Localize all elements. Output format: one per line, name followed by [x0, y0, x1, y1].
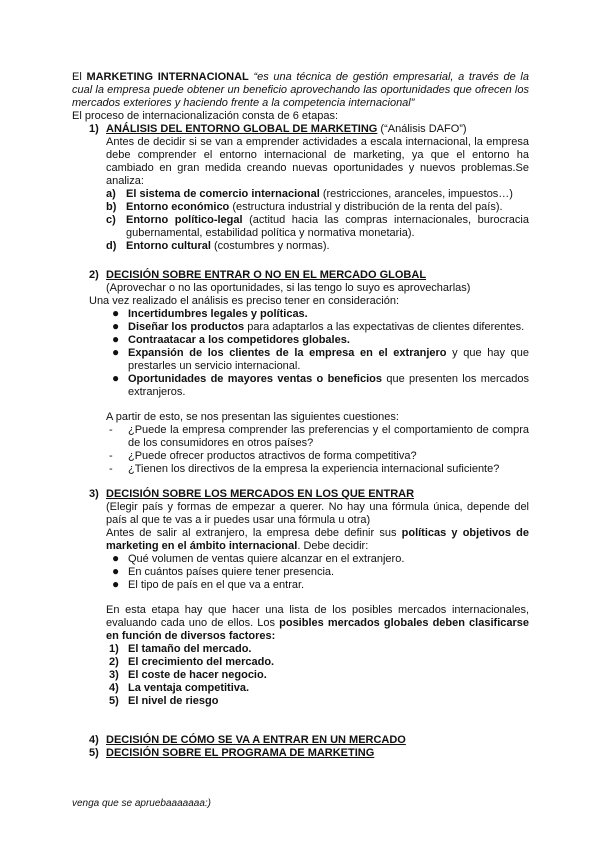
- factor-text: La ventaja competitiva.: [128, 682, 250, 694]
- bullet-icon: ●: [112, 319, 120, 333]
- list-marker: 1): [109, 643, 119, 655]
- section-3-title: DECISIÓN SOBRE LOS MERCADOS EN LOS QUE ENTRAR: [106, 488, 415, 500]
- section-3-paren: (Elegir país y formas de empezar a querer. No hay una fórmula única, depende del país al que te vas a ir puedes usar una fórmula u otra): [106, 501, 529, 526]
- list-marker: 3): [109, 669, 119, 681]
- list-item: [72, 240, 529, 253]
- item-bold: Contraatacar a los competidores globales.: [128, 334, 350, 346]
- item-rest: que presenten los mercados extranjeros.: [128, 373, 529, 398]
- bullet-icon: ●: [112, 551, 120, 565]
- list-marker: 2): [109, 656, 119, 668]
- list-item: [72, 201, 529, 214]
- section-4-number: 4): [89, 734, 99, 746]
- section-1-subtitle: (“Análisis DAFO”): [377, 123, 467, 135]
- question-text: ¿Tienen los directivos de la empresa la experiencia internacional suficiente?: [128, 463, 500, 475]
- dash-marker: -: [109, 450, 113, 462]
- text-bold: posibles mercados globales deben clasificarse en función de diversos factores:: [106, 617, 529, 642]
- list-item: [72, 347, 529, 373]
- item-rest: (estructura industrial y distribución de la renta del país).: [229, 201, 503, 213]
- factor-text: El nivel de riesgo: [128, 695, 219, 707]
- list-item: [72, 450, 529, 463]
- bullet-icon: ●: [112, 564, 120, 578]
- item-bold: Expansión de los clientes de la empresa en el extranjero: [128, 347, 447, 359]
- bullet-icon: ●: [112, 371, 120, 385]
- section-1-text: Antes de decidir si se van a emprender actividades a escala internacional, la empresa debe comprender el entorno internacional de marketing, ya que el entorno ha cambiado en gran medida creando nuevas oportunidades y nuevos problemas.Se analiza:: [106, 136, 529, 187]
- section-2-number: 2): [89, 269, 99, 281]
- list-marker: a): [106, 188, 116, 200]
- item-text: El tipo de país en el que va a entrar.: [128, 579, 305, 591]
- section-2-questions: [72, 424, 529, 476]
- list-item: [72, 214, 529, 240]
- list-item: [72, 656, 529, 669]
- list-item: [72, 308, 529, 321]
- item-bold: Incertidumbres legales y políticas.: [128, 308, 308, 320]
- list-item: [72, 424, 529, 450]
- list-marker: 4): [109, 682, 119, 694]
- list-item: [72, 373, 529, 399]
- section-1-title: ANÁLISIS DEL ENTORNO GLOBAL DE MARKETING: [106, 123, 378, 135]
- list-item: [72, 682, 529, 695]
- item-rest: (costumbres y normas).: [210, 240, 330, 252]
- item-text: Qué volumen de ventas quiere alcanzar en el extranjero.: [128, 553, 405, 565]
- item-bold: Oportunidades de mayores ventas o beneficios: [128, 373, 382, 385]
- text-bold: políticas y objetivos de marketing en el ámbito internacional: [106, 527, 529, 552]
- list-item: [72, 321, 529, 334]
- list-marker: 5): [109, 695, 119, 707]
- bullet-icon: ●: [112, 577, 120, 591]
- dash-marker: -: [109, 424, 113, 436]
- section-5-title: DECISIÓN SOBRE EL PROGRAMA DE MARKETING: [106, 747, 375, 759]
- question-text: ¿Puede ofrecer productos atractivos de forma competitiva?: [128, 450, 417, 462]
- section-3-number: 3): [89, 488, 99, 500]
- intro-prefix: El: [72, 71, 87, 83]
- question-text: ¿Puede la empresa comprender las preferencias y el comportamiento de compra de los consumidores en otros países?: [128, 424, 529, 449]
- text-part: Antes de salir al extranjero, la empresa debe definir sus: [106, 527, 402, 539]
- section-2-paren: (Aprovechar o no las oportunidades, si las tengo lo suyo es aprovecharlas): [106, 282, 471, 294]
- item-text: En cuántos países quiere tener presencia.: [128, 566, 335, 578]
- list-item: [72, 695, 529, 708]
- item-bold: El sistema de comercio internacional: [126, 188, 320, 200]
- section-1-heading: [72, 123, 529, 136]
- list-marker: b): [106, 201, 117, 213]
- section-3-bullets: [72, 553, 529, 592]
- list-item: [72, 334, 529, 347]
- bullet-icon: ●: [112, 332, 120, 346]
- section-2-bullets: [72, 308, 529, 399]
- list-marker: c): [106, 214, 116, 226]
- section-1-number: 1): [89, 123, 99, 135]
- intro-term: MARKETING INTERNACIONAL: [86, 71, 249, 83]
- factor-text: El crecimiento del mercado.: [128, 656, 275, 668]
- list-item: [72, 669, 529, 682]
- list-item: [72, 553, 529, 566]
- section-4-title: DECISIÓN DE CÓMO SE VA A ENTRAR EN UN MERCADO: [106, 734, 406, 746]
- section-4-heading: [72, 734, 529, 747]
- item-rest: para adaptarlos a las expectativas de clientes diferentes.: [244, 321, 525, 333]
- bullet-icon: ●: [112, 345, 120, 359]
- list-marker: d): [106, 240, 117, 252]
- item-rest: (restricciones, aranceles, impuestos…): [319, 188, 513, 200]
- stages-line: El proceso de internacionalización consta de 6 etapas:: [72, 110, 339, 122]
- factor-text: El tamaño del mercado.: [128, 643, 252, 655]
- footer-note: venga que se apruebaaaaaaa:): [72, 798, 212, 809]
- section-5-number: 5): [89, 747, 99, 759]
- intro-quote: “es una técnica de gestión empresarial, a través de la cual la empresa puede obtener un beneficio aprovechando las oportunidades que ofrecen los mercados exteriores y haciendo frente a la competencia internacional”: [72, 71, 529, 109]
- item-rest: (actitud hacia las compras internacionales, burocracia gubernamental, estabilidad política y normativa monetaria).: [126, 214, 529, 239]
- item-bold: Entorno económico: [126, 201, 230, 213]
- dash-marker: -: [109, 463, 113, 475]
- section-2-lead: Una vez realizado el análisis es preciso tener en consideración:: [89, 295, 400, 307]
- section-3-text: [72, 527, 529, 553]
- section-2-title: DECISIÓN SOBRE ENTRAR O NO EN EL MERCADO GLOBAL: [106, 269, 427, 281]
- section-3-paragraph: [72, 604, 529, 643]
- section-3-heading: [72, 488, 529, 501]
- list-item: [72, 463, 529, 476]
- item-bold: Entorno político-legal: [126, 214, 243, 226]
- factor-text: El coste de hacer negocio.: [128, 669, 267, 681]
- list-item: [72, 643, 529, 656]
- list-item: [72, 566, 529, 579]
- bullet-icon: ●: [112, 306, 120, 320]
- item-bold: Entorno cultural: [126, 240, 211, 252]
- section-5-heading: [72, 747, 529, 760]
- section-1-list: [72, 188, 529, 253]
- list-item: [72, 188, 529, 201]
- item-bold: Diseñar los productos: [128, 321, 245, 333]
- list-item: [72, 579, 529, 592]
- section-2-questions-lead: A partir de esto, se nos presentan las siguientes cuestiones:: [106, 411, 399, 423]
- document-page: [72, 71, 529, 760]
- text-part: . Debe decidir:: [297, 540, 369, 552]
- item-rest: y que hay que prestarles un servicio internacional.: [128, 347, 529, 372]
- section-2-heading: [72, 269, 529, 282]
- section-3-factors: [72, 643, 529, 708]
- intro-paragraph: [72, 71, 529, 110]
- text-part: En esta etapa hay que hacer una lista de los posibles mercados internacionales, evaluando cada uno de ellos. Los: [106, 604, 529, 629]
